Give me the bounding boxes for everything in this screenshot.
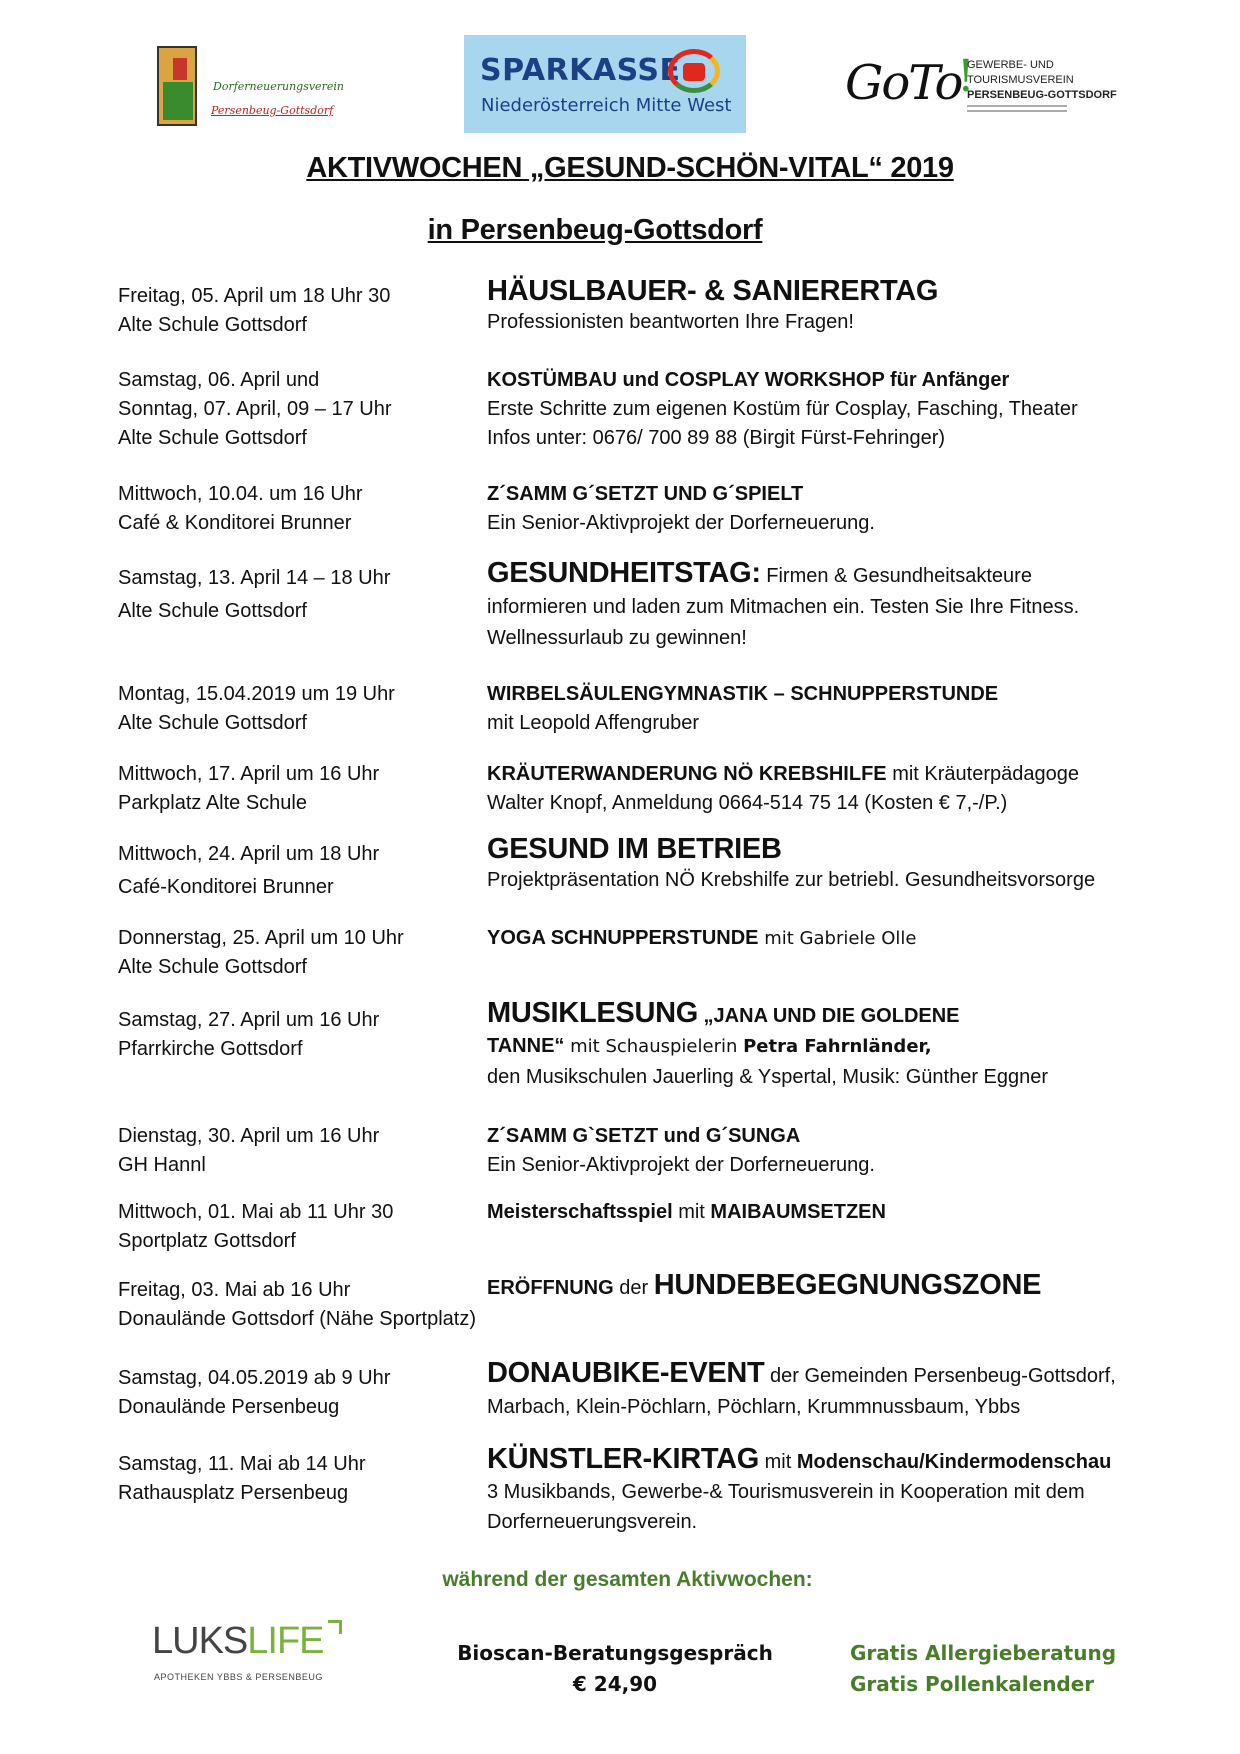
event-description: Dorferneuerungsverein. [487,1511,698,1533]
event-when [118,480,488,538]
lukslife-logo [152,1620,352,1690]
event-description: Erste Schritte zum eigenen Kostüm für Cosplay, Fasching, Theater [487,398,1078,420]
event-when [118,1122,488,1180]
event-date: Sonntag, 07. April, 09 – 17 Uhr [118,398,392,420]
event-heading-line [487,1270,1137,1304]
event-location: Alte Schule Gottsdorf [118,314,307,336]
event-when [118,1276,488,1334]
event-date: Mittwoch, 17. April um 16 Uhr [118,763,380,785]
page-subtitle: in Persenbeug-Gottsdorf [427,214,763,246]
event-details [487,680,1137,738]
event-heading: KRÄUTERWANDERUNG NÖ KREBSHILFE [487,763,887,785]
event-description: 3 Musikbands, Gewerbe-& Tourismusverein in Kooperation mit dem [487,1481,1085,1503]
during-heading: während der gesamten Aktivwochen: [442,1568,813,1591]
dorferneuerung-logo [157,42,344,132]
event-when [118,840,488,902]
event-date: Mittwoch, 10.04. um 16 Uhr [118,483,363,505]
event-details [487,1270,1137,1304]
lukslife-word-a: LUKS [152,1620,248,1662]
event-when [118,564,488,626]
event-heading: Meisterschaftsspiel [487,1201,673,1223]
goto-mark: GoTo [845,55,962,111]
event-heading-line [487,760,1137,789]
event-heading: GESUNDHEITSTAG: [487,557,761,589]
page-title: AKTIVWOCHEN „GESUND-SCHÖN-VITAL“ 2019 [306,152,954,184]
event-heading-rest: der Gemeinden Persenbeug-Gottsdorf, [764,1365,1116,1387]
event-heading-line [487,1358,1137,1392]
event-when [118,1450,488,1508]
bioscan-title: Bioscan-Beratungsgespräch [457,1641,773,1665]
event-details [487,558,1137,654]
sparkasse-sub: Niederösterreich Mitte West [481,95,732,116]
event-description: Wellnessurlaub zu gewinnen! [487,627,747,649]
lukslife-wordmark [152,1620,324,1663]
event-date: Mittwoch, 24. April um 18 Uhr [118,843,380,865]
event-contact: Infos unter: 0676/ 700 89 88 (Birgit Fürst-Fehringer) [487,427,946,449]
event-heading-line [487,1198,1137,1227]
event-heading-rest: mit [759,1451,797,1473]
event-heading-line [487,1444,1137,1477]
event-heading-line [487,924,1137,953]
event-heading: YOGA SCHNUPPERSTUNDE [487,927,759,949]
event-description: Ein Senior-Aktivprojekt der Dorferneuerung. [487,1154,875,1176]
event-details [487,834,1137,896]
event-location: Café-Konditorei Brunner [118,876,334,898]
event-details [487,480,1137,538]
gratis-pollen: Gratis Pollenkalender [850,1672,1095,1696]
event-location: Alte Schule Gottsdorf [118,712,307,734]
goto-logo [845,51,1135,125]
event-date: Freitag, 03. Mai ab 16 Uhr [118,1279,351,1301]
event-description: Ein Senior-Aktivprojekt der Dorferneuerung. [487,512,875,534]
event-date: Samstag, 04.05.2019 ab 9 Uhr [118,1367,391,1389]
event-heading-rest: mit [672,1201,711,1223]
lukslife-word-b: LIFE [247,1620,324,1662]
lukslife-sub: APOTHEKEN YBBS & PERSENBEUG [154,1672,323,1682]
gratis-offers [850,1638,1116,1700]
event-heading-rest: mit Gabriele Olle [758,928,917,949]
event-date: Samstag, 13. April 14 – 18 Uhr [118,567,391,589]
goto-line1: GEWERBE- UND [967,59,1054,71]
gratis-allergy: Gratis Allergieberatung [850,1641,1117,1665]
event-date: Freitag, 05. April um 18 Uhr 30 [118,285,391,307]
event-location: Sportplatz Gottsdorf [118,1230,296,1252]
event-location: Parkplatz Alte Schule [118,792,307,814]
corner-mark-icon [328,1620,342,1634]
event-location: GH Hannl [118,1154,206,1176]
event-location: Alte Schule Gottsdorf [118,600,307,622]
event-when [118,760,488,818]
event-description: informieren und laden zum Mitmachen ein. Testen Sie Ihre Fitness. [487,596,1080,618]
event-description: Walter Knopf, Anmeldung 0664-514 75 14 (Kosten € 7,-/P.) [487,792,1008,814]
event-description: Marbach, Klein-Pöchlarn, Pöchlarn, Krummnussbaum, Ybbs [487,1396,1021,1418]
exclamation-icon: ! [957,51,975,102]
event-when [118,1198,488,1256]
sparkasse-logo [464,35,746,133]
event-details [487,924,1137,953]
event-details [487,1444,1137,1537]
bioscan-offer [440,1638,790,1700]
sparkasse-s-icon [668,49,720,93]
event-location: Donaulände Persenbeug [118,1396,340,1418]
event-when [118,924,488,982]
event-performer: Petra Fahrnländer, [743,1036,932,1057]
event-heading-line [487,998,1137,1031]
event-heading-cont: TANNE“ [487,1035,565,1057]
event-heading: WIRBELSÄULENGYMNASTIK – SCHNUPPERSTUNDE [487,683,999,705]
goto-line2: TOURISMUSVEREIN [967,74,1074,86]
event-location: Alte Schule Gottsdorf [118,427,307,449]
event-details [487,276,1137,338]
event-when [118,366,488,453]
event-location: Café & Konditorei Brunner [118,512,352,534]
event-description: den Musikschulen Jauerling & Yspertal, Musik: Günther Eggner [487,1066,1049,1088]
event-heading: Z´SAMM G`SETZT und G´SUNGA [487,1125,801,1147]
event-location: Alte Schule Gottsdorf [118,956,307,978]
event-description: Professionisten beantworten Ihre Fragen! [487,311,854,333]
goto-fineprint [967,105,1067,107]
event-heading: Z´SAMM G´SETZT UND G´SPIELT [487,483,804,505]
dorf-logo-line1: Dorferneuerungsverein [213,80,344,93]
event-heading: KOSTÜMBAU und COSPLAY WORKSHOP für Anfänger [487,369,1010,391]
event-location: Donaulände Gottsdorf (Nähe Sportplatz) [118,1308,476,1330]
event-heading-rest: Firmen & Gesundheitsakteure [760,565,1032,587]
event-heading: ERÖFFNUNG [487,1277,614,1299]
event-date: Montag, 15.04.2019 um 19 Uhr [118,683,395,705]
goto-line3: PERSENBEUG-GOTTSDORF [967,89,1117,101]
event-heading-rest: „JANA UND DIE GOLDENE [698,1005,960,1027]
event-heading-tail: HUNDEBEGEGNUNGSZONE [653,1269,1042,1301]
event-heading-tail: MAIBAUMSETZEN [710,1201,886,1223]
event-date: Dienstag, 30. April um 16 Uhr [118,1125,380,1147]
event-when [118,1006,488,1064]
event-date: Mittwoch, 01. Mai ab 11 Uhr 30 [118,1201,394,1223]
event-heading-rest: mit Kräuterpädagoge [886,763,1079,785]
event-heading: MUSIKLESUNG [487,997,698,1029]
bioscan-price: € 24,90 [572,1672,658,1696]
event-details [487,760,1137,818]
event-description: mit Leopold Affengruber [487,712,700,734]
event-date: Samstag, 11. Mai ab 14 Uhr [118,1453,366,1475]
sparkasse-name: SPARKASSE [480,53,681,88]
event-details [487,1358,1137,1423]
event-date: Donnerstag, 25. April um 10 Uhr [118,927,404,949]
tower-icon [157,46,197,126]
event-when [118,282,488,340]
event-heading-line2 [487,1031,1137,1062]
event-heading: KÜNSTLER-KIRTAG [487,1443,760,1475]
event-date: Samstag, 27. April um 16 Uhr [118,1009,380,1031]
event-location: Rathausplatz Persenbeug [118,1482,349,1504]
event-heading: HÄUSLBAUER- & SANIERERTAG [487,275,939,307]
event-description: Projektpräsentation NÖ Krebshilfe zur betriebl. Gesundheitsvorsorge [487,869,1096,891]
event-details [487,1122,1137,1180]
event-heading: GESUND IM BETRIEB [487,833,782,865]
event-when [118,680,488,738]
event-details [487,366,1137,453]
event-date: Samstag, 06. April und [118,369,320,391]
dorf-logo-line2: Persenbeug-Gottsdorf [211,104,334,117]
event-heading-tail: Modenschau/Kindermodenschau [796,1451,1112,1473]
event-heading-line [487,558,1137,592]
event-heading-rest: der [613,1277,654,1299]
event-heading: DONAUBIKE-EVENT [487,1357,765,1389]
event-details [487,1198,1137,1227]
event-when [118,1364,488,1422]
event-location: Pfarrkirche Gottsdorf [118,1038,303,1060]
event-details [487,998,1137,1092]
event-performer-intro: mit Schauspielerin [564,1036,744,1057]
